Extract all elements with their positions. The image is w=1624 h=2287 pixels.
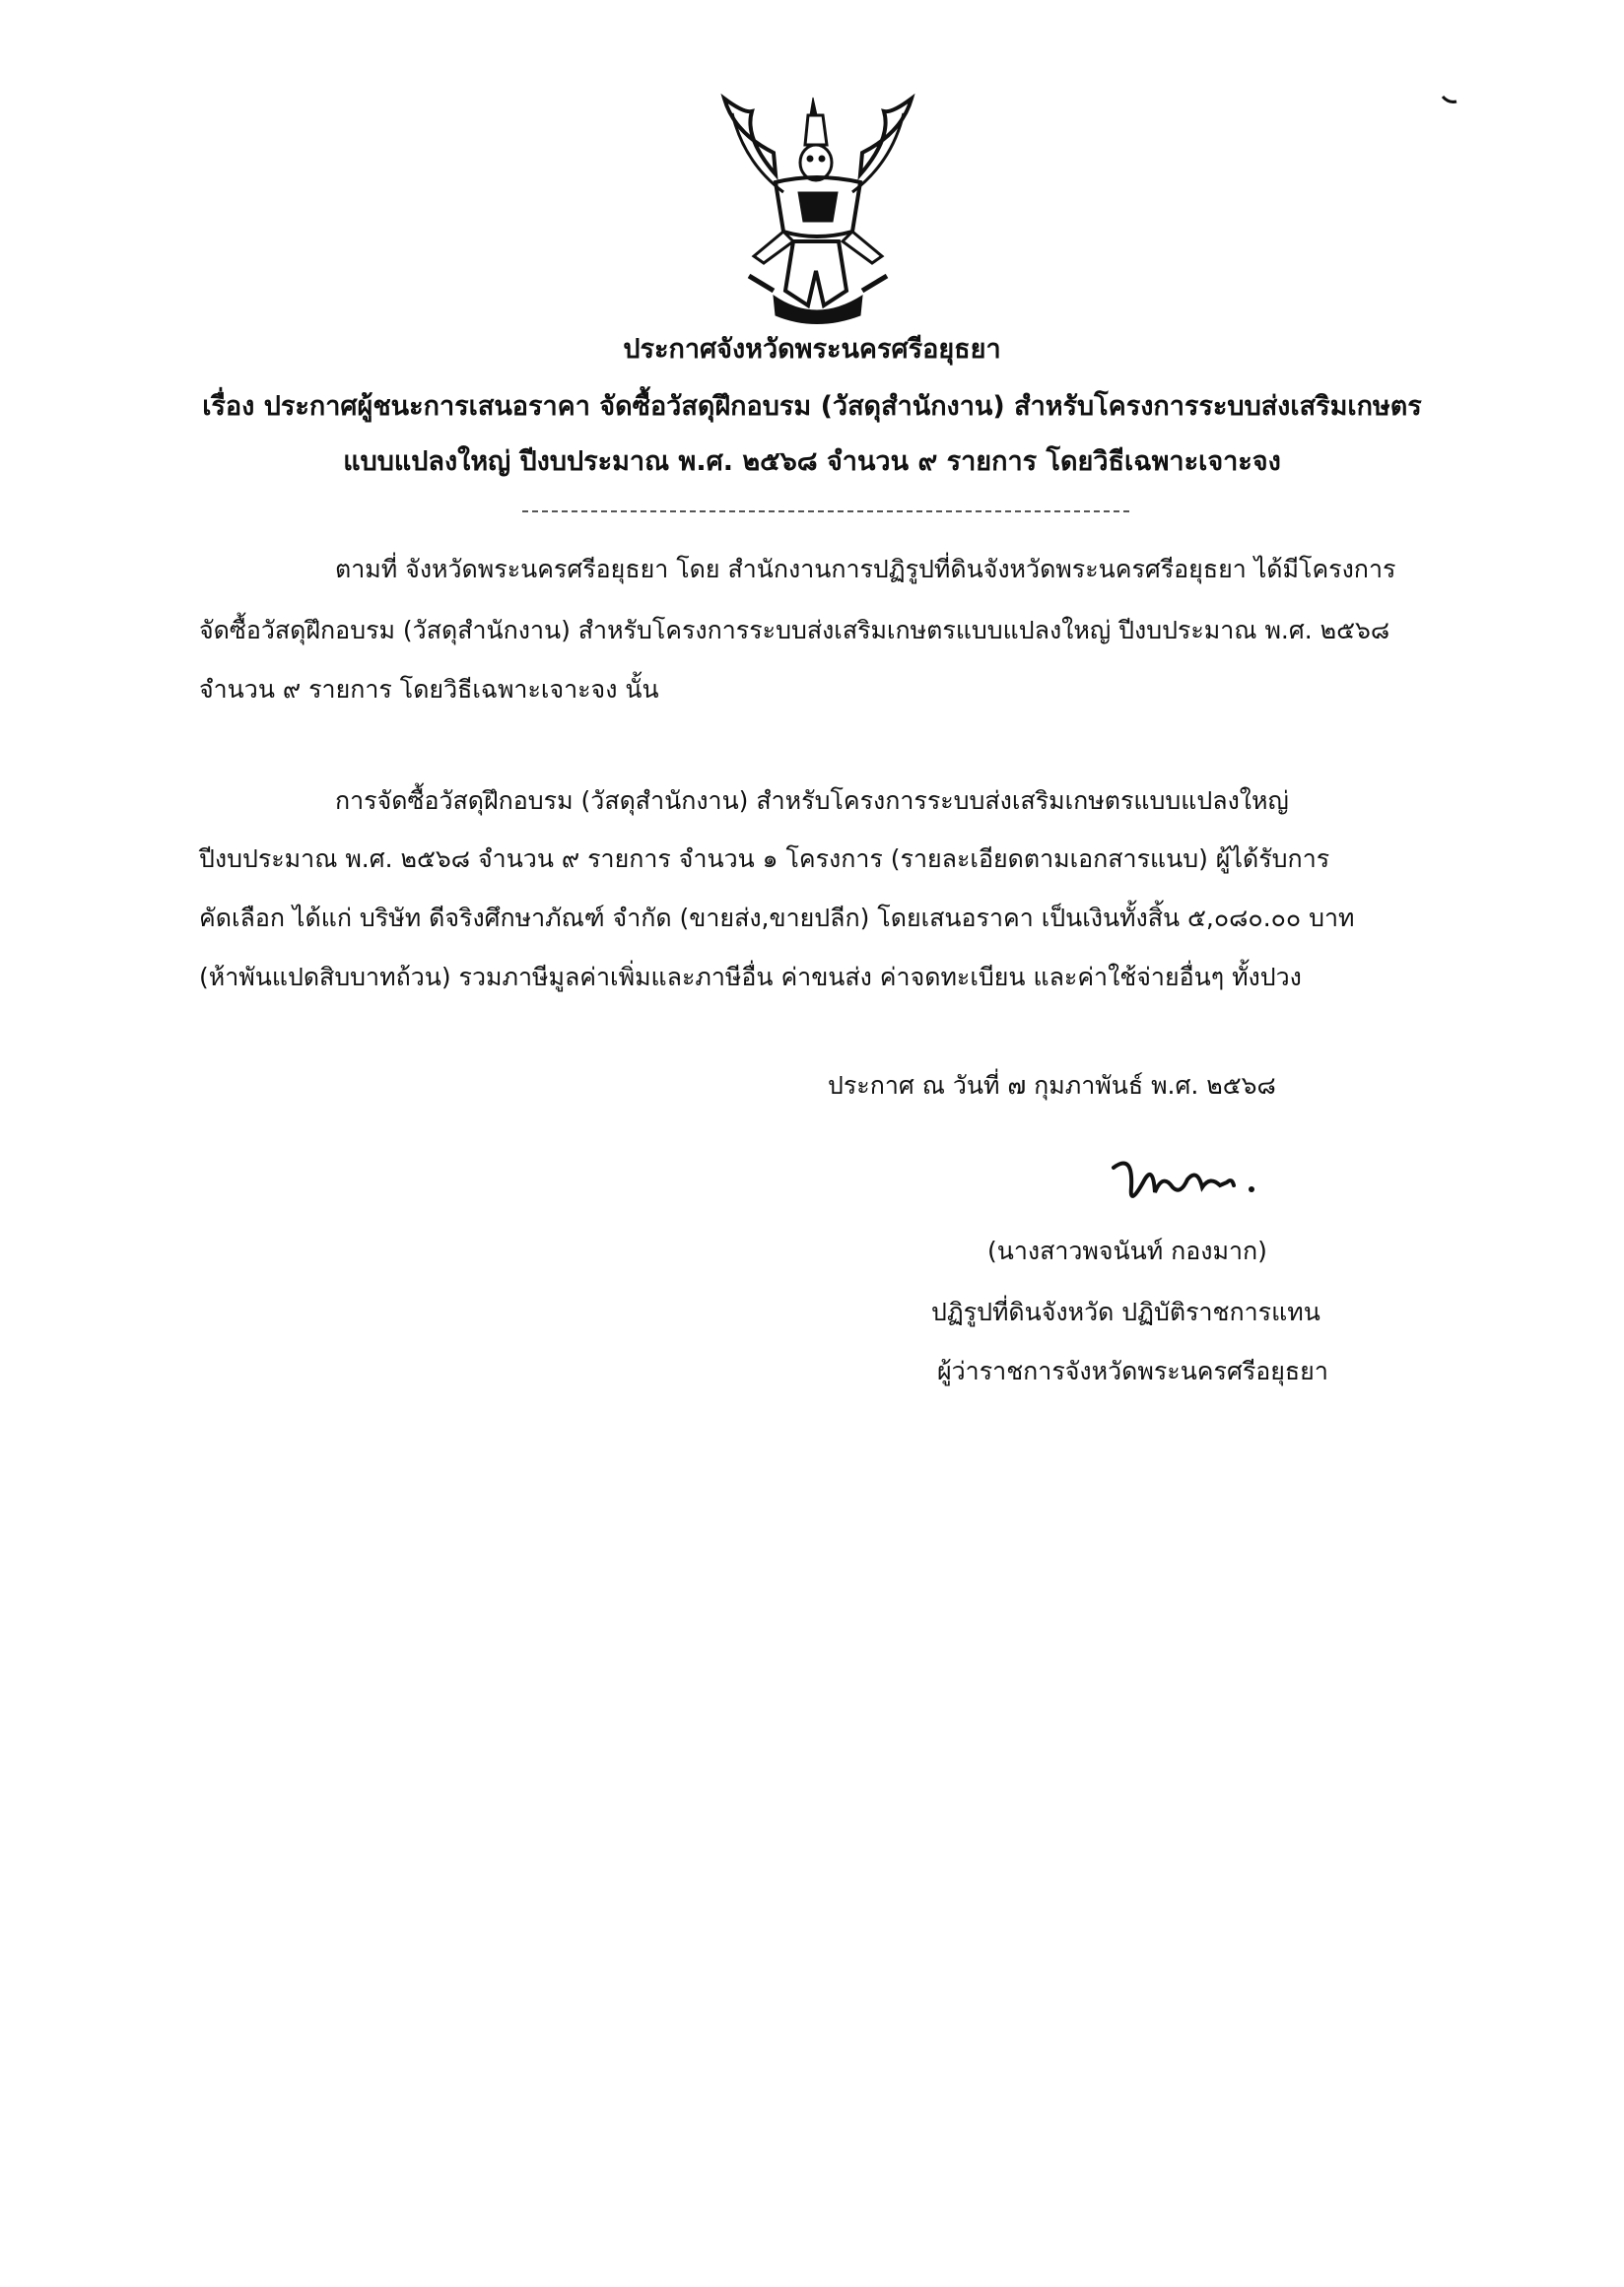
corner-mark-icon bbox=[1441, 94, 1460, 107]
subject-line-1: เรื่อง ประกาศผู้ชนะการเสนอราคา จัดซื้อวัสดุฝึกอบรม (วัสดุสำนักงาน) สำหรับโครงการระบบส่งเสริมเกษตร bbox=[202, 391, 1422, 422]
dashed-divider bbox=[522, 510, 1129, 512]
para2-line-4: (ห้าพันแปดสิบบาทถ้วน) รวมภาษีมูลค่าเพิ่มและภาษีอื่น ค่าขนส่ง ค่าจดทะเบียน และค่าใช้จ่ายอื่นๆ ทั้งปวง bbox=[199, 963, 1302, 991]
announcement-date: ประกาศ ณ วันที่ ๗ กุมภาพันธ์ พ.ศ. ๒๕๖๘ bbox=[828, 1071, 1276, 1100]
subject-line-2: แบบแปลงใหญ่ ปีงบประมาณ พ.ศ. ๒๕๖๘ จำนวน ๙ รายการ โดยวิธีเฉพาะเจาะจง bbox=[343, 446, 1281, 477]
para2-line-1: การจัดซื้อวัสดุฝึกอบรม (วัสดุสำนักงาน) สำหรับโครงการระบบส่งเสริมเกษตรแบบแปลงใหญ่ bbox=[335, 786, 1289, 815]
garuda-emblem-icon bbox=[714, 94, 921, 330]
para2-line-2: ปีงบประมาณ พ.ศ. ๒๕๖๘ จำนวน ๙ รายการ จำนวน ๑ โครงการ (รายละเอียดตามเอกสารแนบ) ผู้ได้รับการ bbox=[199, 844, 1330, 873]
handwritten-signature bbox=[1104, 1148, 1261, 1217]
signer-authority: ผู้ว่าราชการจังหวัดพระนครศรีอยุธยา bbox=[937, 1357, 1328, 1385]
para1-line-2: จัดซื้อวัสดุฝึกอบรม (วัสดุสำนักงาน) สำหรับโครงการระบบส่งเสริมเกษตรแบบแปลงใหญ่ ปีงบประมาณ พ.ศ. ๒๕๖๘ bbox=[199, 616, 1390, 644]
para1-line-1: ตามที่ จังหวัดพระนครศรีอยุธยา โดย สำนักงานการปฏิรูปที่ดินจังหวัดพระนครศรีอยุธยา ได้มีโครงการ bbox=[335, 555, 1396, 583]
signer-name: (นางสาวพจนันท์ กองมาก) bbox=[987, 1237, 1267, 1265]
announcement-title: ประกาศจังหวัดพระนครศรีอยุธยา bbox=[623, 334, 1001, 365]
para2-line-3: คัดเลือก ได้แก่ บริษัท ดีจริงศึกษาภัณฑ์ จำกัด (ขายส่ง,ขายปลีก) โดยเสนอราคา เป็นเงินทั้งสิ้น ๕,๐๘๐.๐๐ บาท bbox=[199, 904, 1355, 932]
signer-position: ปฏิรูปที่ดินจังหวัด ปฏิบัติราชการแทน bbox=[931, 1298, 1320, 1326]
para1-line-3: จำนวน ๙ รายการ โดยวิธีเฉพาะเจาะจง นั้น bbox=[199, 675, 659, 704]
